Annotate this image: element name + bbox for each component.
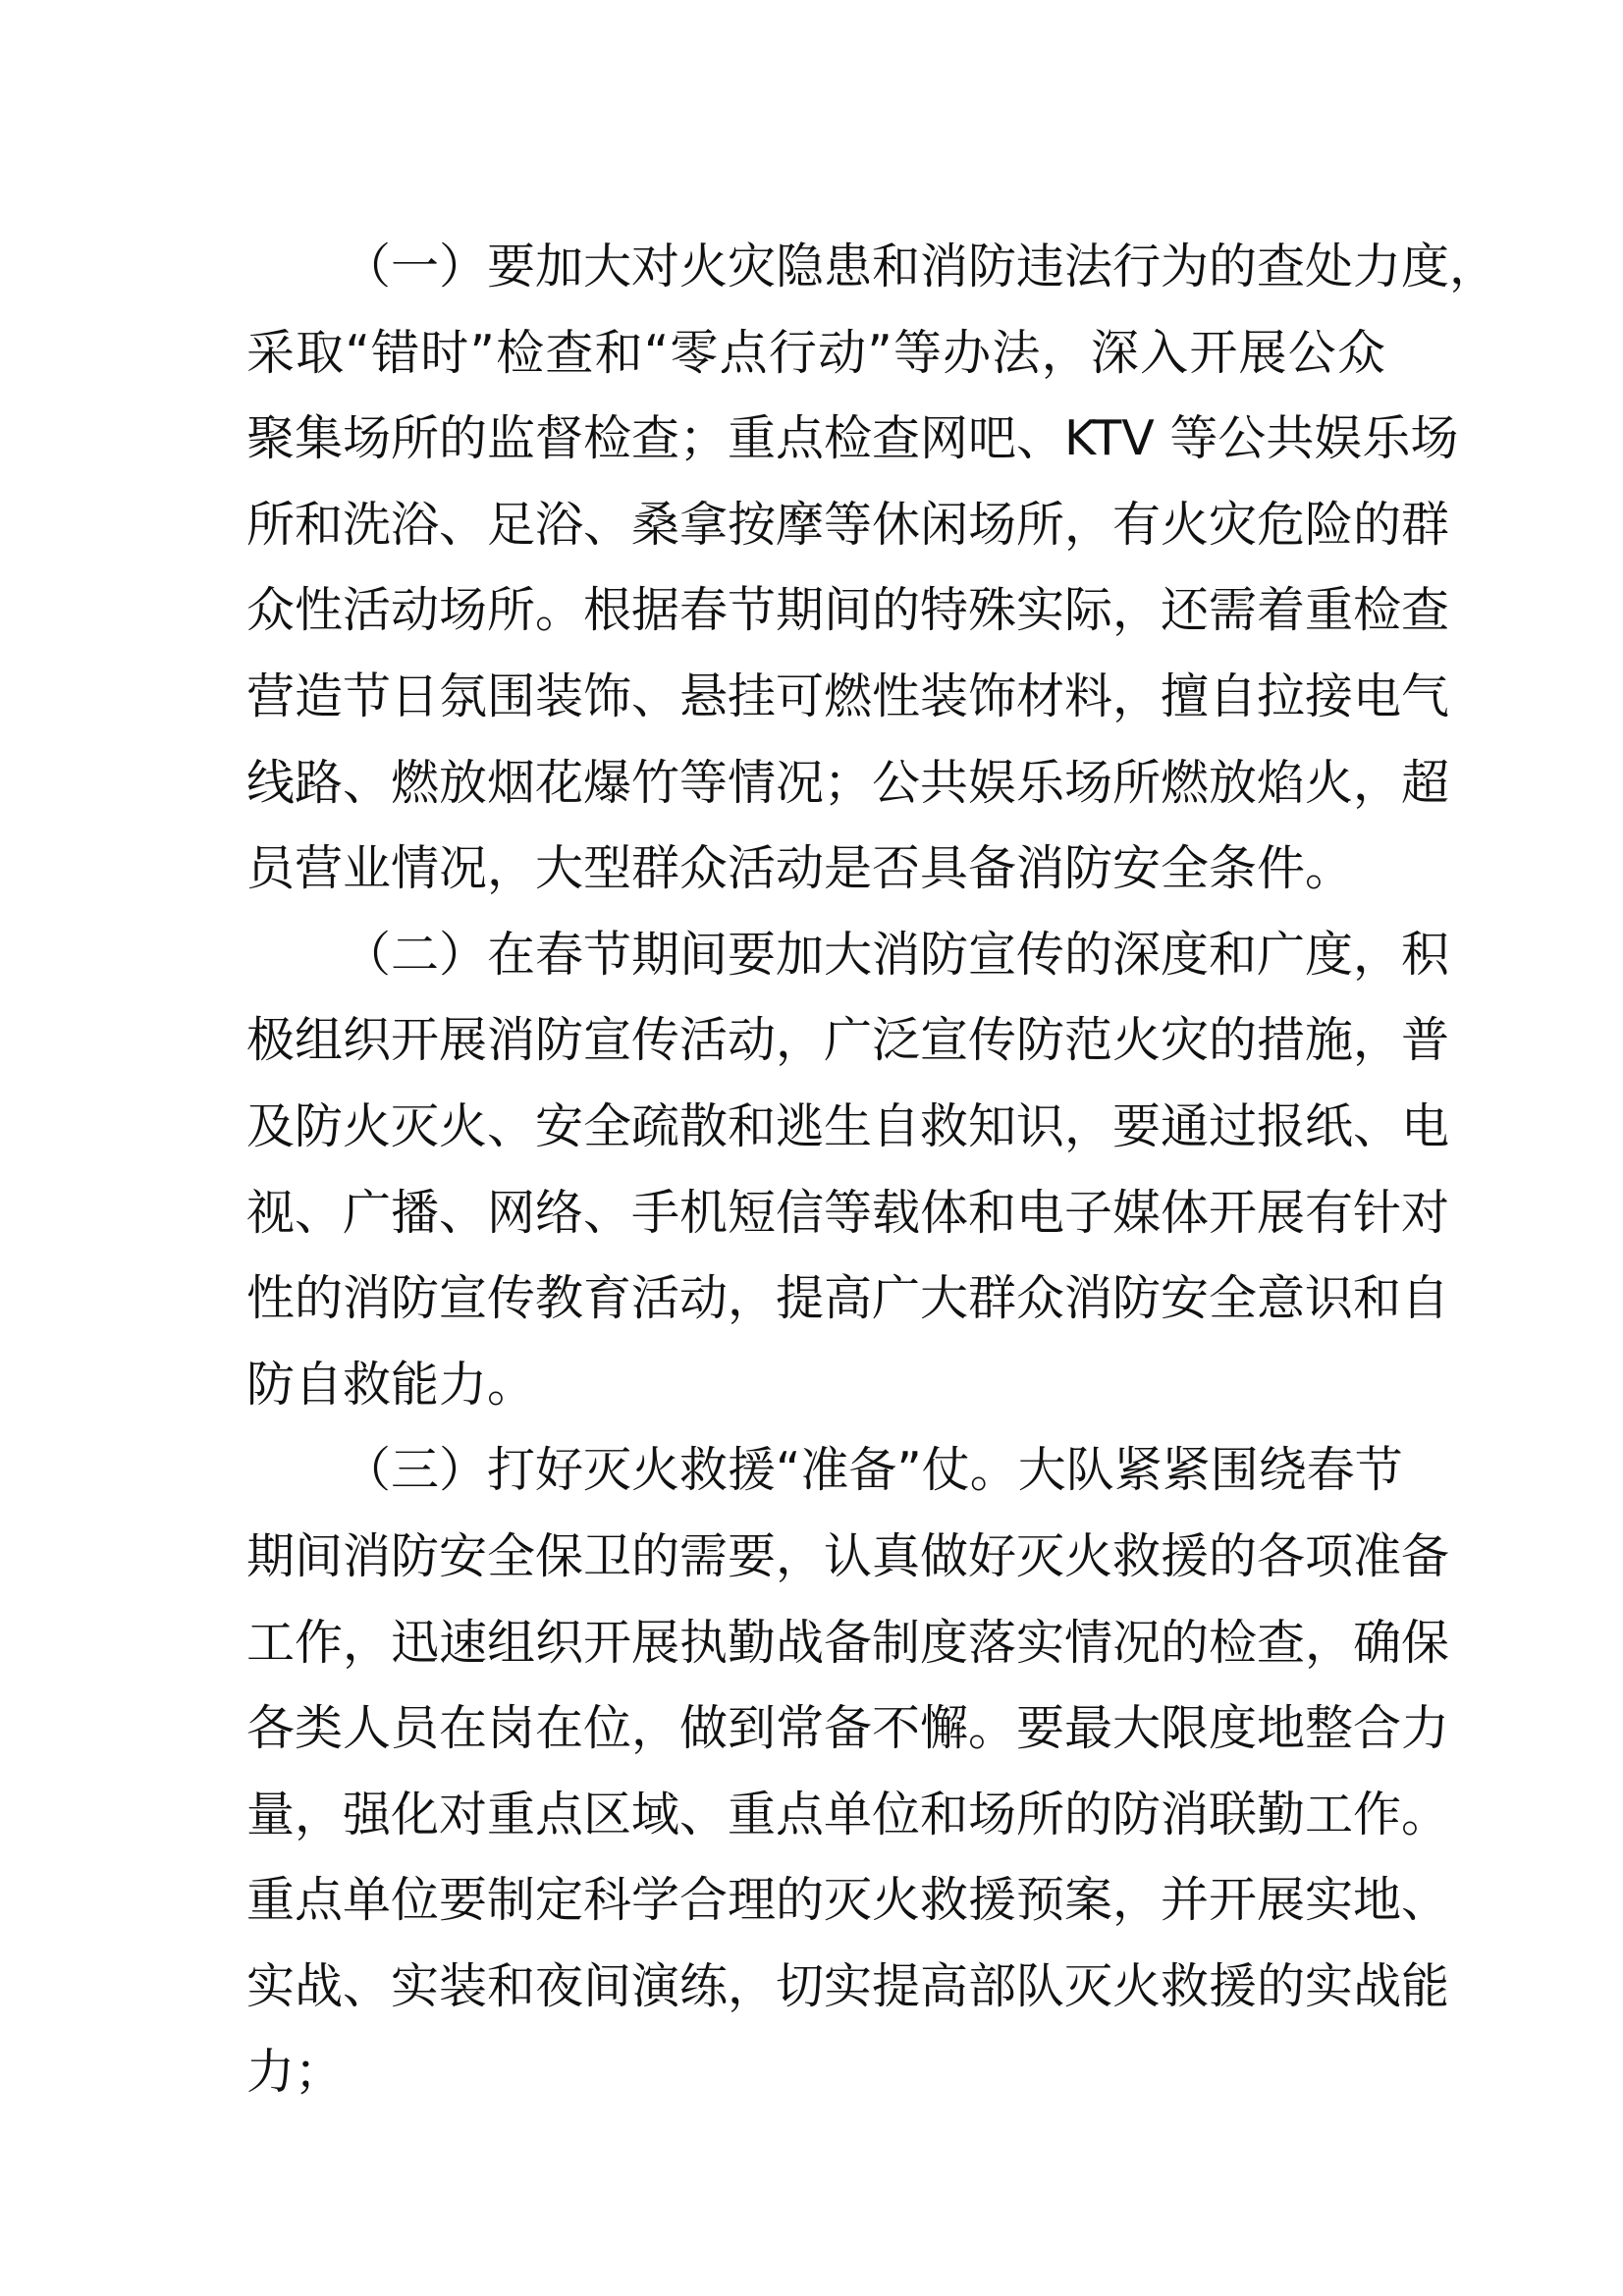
paragraph-3 [246, 1427, 1450, 2115]
paragraph-line: 力； [246, 2044, 344, 2101]
paragraph-1 [246, 224, 1498, 912]
paragraph-line: 视、广播、网络、手机短信等载体和电子媒体开展有针对 [246, 1184, 1450, 1241]
paragraph-line: 防自救能力。 [246, 1356, 536, 1413]
paragraph-line: 营造节日氛围装饰、悬挂可燃性装饰材料，擅自拉接电气 [246, 667, 1450, 724]
paragraph-line: （三）打好灭火救援“准备”仗。大队紧紧围绕春节 [343, 1442, 1403, 1499]
paragraph-line: 极组织开展消防宣传活动，广泛宣传防范火灾的措施，普 [246, 1012, 1450, 1069]
paragraph-line: 期间消防安全保卫的需要，认真做好灭火救援的各项准备 [246, 1527, 1450, 1584]
paragraph-line: （二）在春节期间要加大消防宣传的深度和广度，积 [343, 926, 1450, 983]
paragraph-2 [246, 912, 1450, 1428]
paragraph-line: 众性活动场所。根据春节期间的特殊实际，还需着重检查 [246, 582, 1450, 639]
paragraph-line: 重点单位要制定科学合理的灭火救援预案，并开展实地、 [246, 1872, 1450, 1929]
paragraph-line: 及防火灭火、安全疏散和逃生自救知识，要通过报纸、电 [246, 1097, 1450, 1154]
paragraph-line: 量，强化对重点区域、重点单位和场所的防消联勤工作。 [246, 1786, 1450, 1842]
paragraph-line: 性的消防宣传教育活动，提高广大群众消防安全意识和自 [246, 1270, 1450, 1327]
paragraph-line: 所和洗浴、足浴、桑拿按摩等休闲场所，有火灾危险的群 [246, 496, 1450, 553]
paragraph-line: 采取“错时”检查和“零点行动”等办法，深入开展公众 [246, 324, 1385, 381]
paragraph-line: 聚集场所的监督检查；重点检查网吧、KTV 等公共娱乐场 [246, 410, 1459, 467]
paragraph-line: 实战、实装和夜间演练，切实提高部队灭火救援的实战能 [246, 1957, 1450, 2014]
paragraph-line: 员营业情况，大型群众活动是否具备消防安全条件。 [246, 840, 1354, 897]
paragraph-line: （一）要加大对火灾隐患和消防违法行为的查处力度， [343, 239, 1498, 294]
paragraph-line: 各类人员在岗在位，做到常备不懈。要最大限度地整合力 [246, 1700, 1450, 1757]
paragraph-line: 工作，迅速组织开展执勤战备制度落实情况的检查，确保 [246, 1614, 1450, 1671]
document-body [246, 224, 1498, 2115]
paragraph-line: 线路、燃放烟花爆竹等情况；公共娱乐场所燃放焰火，超 [246, 754, 1450, 811]
